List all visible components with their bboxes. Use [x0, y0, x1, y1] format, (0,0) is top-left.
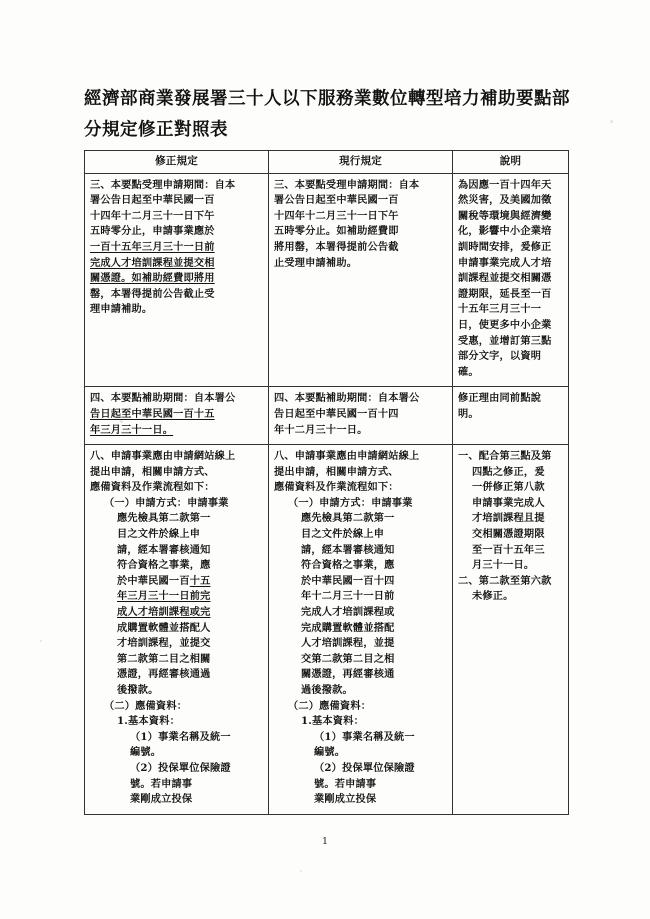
text-line: （一）申請方式：申請事業 [288, 496, 413, 509]
text-line: 成人才培訓課程或完 [117, 606, 211, 619]
table-row [85, 173, 569, 387]
cell-amended [85, 445, 269, 815]
text-line: 完成人才培訓課程或 [301, 606, 395, 619]
page-number: 1 [321, 836, 329, 847]
text-line: 二、第二款至第六款 [458, 574, 552, 587]
cell-note [453, 387, 569, 445]
text-line: 應先檢具第二款第一 [301, 512, 395, 525]
cell-note [453, 173, 569, 387]
text-line: 年十二月三十一日前 [301, 590, 395, 603]
text-line: 關憑證，再經審核通 [301, 668, 395, 681]
text-line: 業剛成立投保 [314, 793, 377, 806]
text-line: （2）投保單位保險證 [314, 761, 415, 774]
text-line: 於中華民國一百十四 [301, 574, 395, 587]
text-line: 確。 [458, 365, 479, 378]
text-line: 化，影響中小企業培 [458, 225, 552, 238]
text-line: 申請事業完成人 [472, 496, 545, 509]
text-line: 部分文字，以資明 [458, 350, 542, 363]
text-line: 符合資格之事業，應 [301, 559, 395, 572]
text-line: 受惠，並增訂第三點 [458, 334, 552, 347]
text-line: 應先檢具第二款第一 [117, 512, 211, 525]
text-line: 請，經本署審核通知 [301, 543, 395, 556]
table-body [85, 173, 569, 814]
text-line: 罄，本署得提前公告截止受 [90, 287, 215, 300]
text-line: 應備資料及作業流程如下： [274, 481, 399, 494]
text-line: 交相關憑證期限 [472, 528, 545, 541]
text-line: 提出申請，相關申請方式、 [274, 465, 399, 478]
text-line: 號。若申請事 [130, 777, 193, 790]
text-line: 八、申請事業應由申請網站線上 [274, 450, 420, 463]
text-line: （二）應備資料： [104, 699, 188, 712]
text-line: 署公告日起至中華民國一百 [90, 194, 215, 207]
text-line: 四、本要點補助期間：自本署公 [274, 392, 420, 405]
text-line: 訓時間安排，爰修正 [458, 240, 552, 253]
table-row [85, 445, 569, 815]
text-line: 十五年三月三十一 [458, 303, 542, 316]
text-line: 五時零分止。如補助經費即 [274, 225, 399, 238]
text-line: 才培訓課程且提 [472, 512, 545, 525]
text-line: 四、本要點補助期間：自本署公 [90, 392, 236, 405]
text-line: 五時零分止，申請事業應於 [90, 225, 215, 238]
text-line: 才培訓課程，並提交 [117, 637, 211, 650]
comparison-table [84, 150, 569, 815]
text-line: 請，經本署審核通知 [117, 543, 211, 556]
text-line: （1）事業名稱及統一 [130, 730, 231, 743]
text-line: 申請事業完成人才培 [458, 256, 552, 269]
text-line: 訓課程並提交相關憑 [458, 272, 552, 285]
text-line: 未修正。 [472, 590, 514, 603]
text-line: 編號。 [314, 746, 346, 759]
table-header-row [85, 151, 569, 174]
text-line: 應備資料及作業流程如下： [90, 481, 215, 494]
text-line: 目之文件於線上申 [117, 528, 201, 541]
text-line: 署公告日起至中華民國一百 [274, 194, 399, 207]
text-line: 於中華民國一百十五 [117, 574, 211, 587]
page-title: 經濟部商業發展署三十人以下服務業數位轉型培力補助要點部分規定修正對照表 [84, 89, 570, 140]
text-line: （二）應備資料： [288, 699, 372, 712]
cell-current [269, 173, 453, 387]
cell-current [269, 445, 453, 815]
text-line: 月三十一日。 [472, 559, 535, 572]
cell-note [453, 445, 569, 815]
text-line: 過後撥款。 [301, 684, 353, 696]
text-line: 告日起至中華民國一百十四 [274, 407, 399, 420]
text-line: 成購置軟體並搭配人 [117, 621, 211, 634]
text-line: 完成購置軟體並搭配 [301, 621, 395, 634]
text-line: 第二款第二目之相關 [117, 652, 211, 665]
text-line: 明。 [458, 407, 479, 420]
text-line: 一、配合第三點及第 [458, 450, 552, 463]
text-line: （2）投保單位保險證 [130, 761, 231, 774]
text-line: 提出申請，相關申請方式、 [90, 465, 215, 478]
text-line: 業剛成立投保 [130, 793, 193, 806]
text-line: 止受理申請補助。 [274, 256, 358, 269]
text-line: 告日起至中華民國一百十五 [90, 407, 215, 420]
cell-amended [85, 387, 269, 445]
table-row [85, 387, 569, 445]
text-line: 目之文件於線上申 [301, 528, 385, 541]
cell-current [269, 387, 453, 445]
text-line: 人才培訓課程，並提 [301, 637, 395, 650]
text-line: 後撥款。 [117, 684, 159, 696]
text-line: 年十二月三十一日。 [274, 423, 368, 436]
text-line: 至一百十五年三 [472, 543, 545, 556]
text-line: 關憑證。如補助經費即將用 [90, 272, 215, 285]
text-line: 三、本要點受理申請期間：自本 [90, 178, 236, 191]
text-line: 證期限，延長至一百 [458, 287, 552, 300]
text-line: 四點之修正，爰 [472, 465, 545, 478]
text-line: 十四年十二月三十一日下午 [274, 209, 399, 222]
text-line: 年三月三十一日前完 [117, 590, 211, 603]
text-line: 八、申請事業應由申請網站線上 [90, 450, 236, 463]
text-line: 三、本要點受理申請期間：自本 [274, 178, 420, 191]
column-header-note: 說明 [453, 151, 569, 174]
text-line: 理申請補助。 [90, 303, 153, 316]
column-header-current: 現行規定 [269, 151, 453, 174]
text-line: 年三月三十一日。 [90, 423, 174, 436]
text-line: 1.基本資料： [301, 715, 364, 728]
text-line: 一併修正第八款 [472, 481, 545, 494]
text-line: 憑證，再經審核通過 [117, 668, 211, 681]
text-line: 然災害，及美國加徵 [458, 194, 552, 207]
text-line: 關稅等環境與經濟變 [458, 209, 552, 222]
cell-amended [85, 173, 269, 387]
text-line: 編號。 [130, 746, 162, 759]
text-line: 交第二款第二目之相 [301, 652, 395, 665]
text-line: 日，使更多中小企業 [458, 318, 552, 331]
text-line: 符合資格之事業，應 [117, 559, 211, 572]
text-line: （一）申請方式：申請事業 [104, 496, 229, 509]
text-line: 一百十五年三月三十一日前 [90, 240, 215, 253]
text-line: 號。若申請事 [314, 777, 377, 790]
text-line: 完成人才培訓課程並提交相 [90, 256, 215, 269]
text-line: 修正理由同前點說 [458, 392, 542, 405]
column-header-amended: 修正規定 [85, 151, 269, 174]
text-line: 為因應一百十四年天 [458, 178, 552, 191]
text-line: （1）事業名稱及統一 [314, 730, 415, 743]
text-line: 1.基本資料： [117, 715, 180, 728]
text-line: 將用罄，本署得提前公告截 [274, 240, 399, 253]
text-line: 十四年十二月三十一日下午 [90, 209, 215, 222]
